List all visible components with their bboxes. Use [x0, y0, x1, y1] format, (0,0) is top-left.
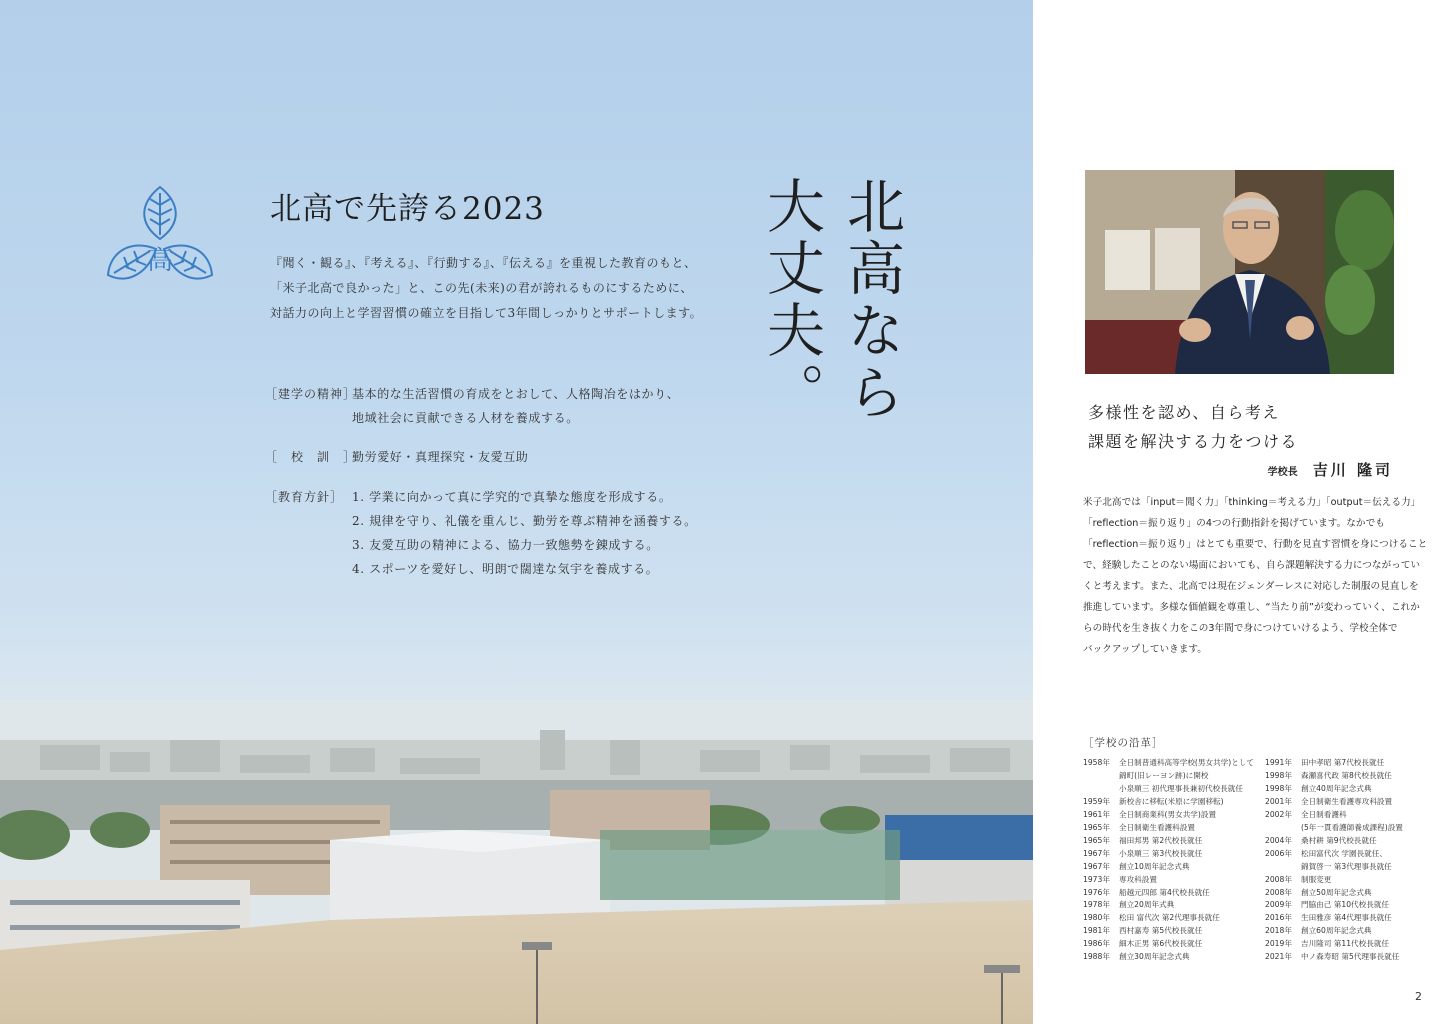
history-event: 船越元四郎 第4代校長就任 — [1119, 887, 1210, 897]
message-body-line: で、経験したことのない場面においても、自ら課題解決する力につながってい — [1083, 560, 1421, 571]
message-body-line: 推進しています。多様な価値観を尊重し、“当たり前”が変わっていく、これか — [1083, 602, 1420, 613]
history-row — [1265, 887, 1371, 898]
principal-title: 学校長 — [1267, 467, 1298, 478]
history-year: 1959年 — [1083, 796, 1110, 806]
history-year: 1967年 — [1083, 848, 1110, 858]
history-year: 2019年 — [1265, 939, 1292, 949]
history-year: 2016年 — [1265, 913, 1292, 923]
education-policy-item: 2. 規律を守り、礼儀を重んじ、勤労を尊ぶ精神を涵養する。 — [352, 514, 697, 528]
history-event: 小泉順三 第3代校長就任 — [1119, 848, 1203, 858]
history-year: 2004年 — [1265, 835, 1292, 845]
history-year: 1980年 — [1083, 913, 1110, 923]
history-event: 田中孝昭 第7代校長就任 — [1301, 758, 1385, 767]
history-row — [1265, 796, 1392, 807]
education-policy-item: 1. 学業に向かって真に学究的で真摯な態度を形成する。 — [352, 490, 672, 504]
intro-line: 「米子北高で良かった」と、この先(未来)の君が誇れるものにするために、 — [270, 281, 693, 295]
history-event: 創立30周年記念式典 — [1119, 952, 1190, 962]
message-body-line: バックアップしていきます。 — [1083, 644, 1207, 655]
history-event: 全日制衛生看護科設置 — [1119, 822, 1195, 832]
history-event: (5年一貫看護師養成課程)設置 — [1301, 822, 1403, 832]
catchphrase-column: 北高なら — [837, 176, 905, 424]
page-heading: 北高で先誇る2023 — [270, 191, 545, 227]
history-title: ［学校の沿革］ — [1083, 737, 1164, 749]
school-motto-label: ［ 校 訓 ］ — [265, 450, 357, 464]
history-year: 2008年 — [1265, 874, 1292, 884]
education-policy-item: 3. 友愛互助の精神による、協力一致態勢を錬成する。 — [352, 538, 659, 552]
history-year: 1965年 — [1083, 822, 1110, 832]
education-policy-label: ［教育方針］ — [265, 490, 344, 504]
history-event: 生田雅彦 第4代理事長就任 — [1301, 913, 1392, 923]
history-year: 1988年 — [1083, 952, 1110, 962]
history-event: 新校舎に移転(米原に学園移転) — [1119, 796, 1224, 806]
school-motto-text: 勤労愛好・真理探究・友愛互助 — [352, 450, 529, 464]
subheading-line: 多様性を認め、自ら考え — [1088, 403, 1280, 422]
history-row — [1083, 925, 1202, 936]
history-row — [1083, 757, 1254, 768]
history-row — [1265, 809, 1347, 820]
history-row — [1083, 912, 1220, 923]
history-year: 1981年 — [1083, 926, 1110, 936]
history-event: 全日制看護科 — [1301, 809, 1347, 819]
history-row — [1083, 951, 1189, 962]
history-event: 細木正男 第6代校長就任 — [1119, 939, 1203, 949]
intro-line: 『聞く・観る』、『考える』、『行動する』、『伝える』を重視した教育のもと、 — [270, 256, 697, 270]
history-event: 西村嘉寿 第5代校長就任 — [1119, 926, 1203, 936]
history-year: 1967年 — [1083, 861, 1110, 871]
subheading-line: 課題を解決する力をつける — [1088, 432, 1299, 451]
history-event: 小泉順三 初代理事長兼初代校長就任 — [1119, 783, 1243, 793]
history-year: 2001年 — [1265, 796, 1292, 806]
right-page — [1033, 0, 1448, 1024]
history-event: 森瀬喜代政 第8代校長就任 — [1301, 770, 1392, 780]
school-emblem-icon — [100, 183, 220, 293]
history-row — [1083, 796, 1224, 807]
history-row — [1265, 861, 1392, 872]
history-year: 2002年 — [1265, 809, 1292, 819]
history-year: 1976年 — [1083, 887, 1110, 897]
message-body-line: くと考えます。また、北高では現在ジェンダーレスに対応した制服の見直しを — [1083, 581, 1419, 592]
history-event: 創立40周年記念式典 — [1301, 783, 1372, 793]
history-year: 2021年 — [1265, 952, 1292, 962]
history-row — [1265, 783, 1371, 794]
history-row — [1083, 770, 1208, 781]
history-row — [1083, 809, 1216, 820]
history-event: 全日制衛生看護専攻科設置 — [1301, 796, 1393, 806]
history-row — [1265, 757, 1384, 768]
history-year: 1986年 — [1083, 939, 1110, 949]
history-event: 桑村耕 第9代校長就任 — [1301, 835, 1377, 845]
history-event: 創立20周年式典 — [1119, 900, 1175, 910]
message-body-line: 米子北高では「input＝聞く力」「thinking＝考える力」「output＝伝える力」 — [1083, 497, 1421, 508]
history-event: 松田富代次 学園長就任、 — [1301, 848, 1387, 858]
history-row — [1083, 899, 1174, 910]
history-year: 1973年 — [1083, 874, 1110, 884]
history-event: 松田 富代次 第2代理事長就任 — [1119, 913, 1220, 923]
history-row — [1083, 835, 1202, 846]
history-event: 創立10周年記念式典 — [1119, 861, 1190, 871]
founding-spirit-text: 基本的な生活習慣の育成をとおして、人格陶冶をはかり、 — [352, 387, 680, 401]
history-event: 門脇由己 第10代校長就任 — [1301, 900, 1390, 910]
message-subheading — [1088, 398, 1298, 456]
education-policy-item: 4. スポーツを愛好し、明朗で闊達な気宇を養成する。 — [352, 562, 659, 576]
history-row — [1265, 951, 1399, 962]
catchphrase-column: 大丈夫。 — [757, 176, 825, 424]
history-row — [1265, 925, 1371, 936]
history-row — [1083, 887, 1210, 898]
history-event: 錦賀啓一 第3代理事長就任 — [1301, 861, 1392, 871]
intro-line: 対話力の向上と学習習慣の確立を目指して3年間しっかりとサポートします。 — [270, 306, 703, 320]
emblem-character: 高 — [146, 246, 174, 276]
history-row — [1265, 874, 1331, 885]
history-event: 福田邦男 第2代校長就任 — [1119, 835, 1203, 845]
history-event: 錦町(旧レーヨン跡)に開校 — [1119, 770, 1209, 780]
principal-credit — [1268, 459, 1393, 480]
history-event: 全日制商業科(男女共学)設置 — [1119, 809, 1217, 819]
history-year: 1991年 — [1265, 758, 1292, 767]
history-year: 2018年 — [1265, 926, 1292, 936]
founding-spirit-text: 地域社会に貢献できる人材を養成する。 — [352, 411, 579, 425]
history-row — [1265, 848, 1387, 859]
history-year: 1958年 — [1083, 758, 1110, 767]
history-row — [1083, 874, 1157, 885]
history-row — [1083, 938, 1202, 949]
history-event: 中ノ森寿昭 第5代理事長就任 — [1301, 952, 1400, 962]
history-year: 2008年 — [1265, 887, 1292, 897]
history-year: 2006年 — [1265, 848, 1292, 858]
history-event: 制服変更 — [1301, 874, 1332, 884]
history-row — [1265, 822, 1403, 833]
history-row — [1083, 783, 1243, 794]
history-row — [1083, 861, 1189, 872]
history-row — [1083, 848, 1202, 859]
message-body-line: 「reflection＝振り返り」はとても重要で、行動を見直す習慣を身につけること — [1083, 539, 1428, 550]
history-event: 全日制普通科高等学校(男女共学)として — [1119, 758, 1255, 767]
city-aerial-photo — [0, 700, 1033, 1024]
principal-photo — [1085, 170, 1394, 374]
page-number: 2 — [1415, 990, 1422, 1003]
history-event: 専攻科設置 — [1119, 874, 1157, 884]
history-row — [1083, 822, 1195, 833]
history-event: 吉川隆司 第11代校長就任 — [1301, 939, 1390, 949]
history-year: 1998年 — [1265, 783, 1292, 793]
history-year: 1965年 — [1083, 835, 1110, 845]
history-row — [1265, 899, 1389, 910]
history-row — [1265, 938, 1389, 949]
message-body-line: 「reflection＝振り返り」の4つの行動指針を掲げています。なかでも — [1083, 518, 1385, 529]
history-row — [1265, 835, 1377, 846]
history-row — [1265, 912, 1392, 923]
founding-spirit-label: ［建学の精神］ — [265, 387, 357, 401]
history-event: 創立50周年記念式典 — [1301, 887, 1372, 897]
history-year: 1961年 — [1083, 809, 1110, 819]
principal-name: 吉川 隆司 — [1312, 461, 1393, 479]
history-event: 創立60周年記念式典 — [1301, 926, 1372, 936]
history-year: 1978年 — [1083, 900, 1110, 910]
history-row — [1265, 770, 1392, 781]
history-year: 1998年 — [1265, 770, 1292, 780]
message-body-line: らの時代を生き抜く力をこの3年間で身につけていけるよう、学校全体で — [1083, 623, 1398, 634]
history-year: 2009年 — [1265, 900, 1292, 910]
